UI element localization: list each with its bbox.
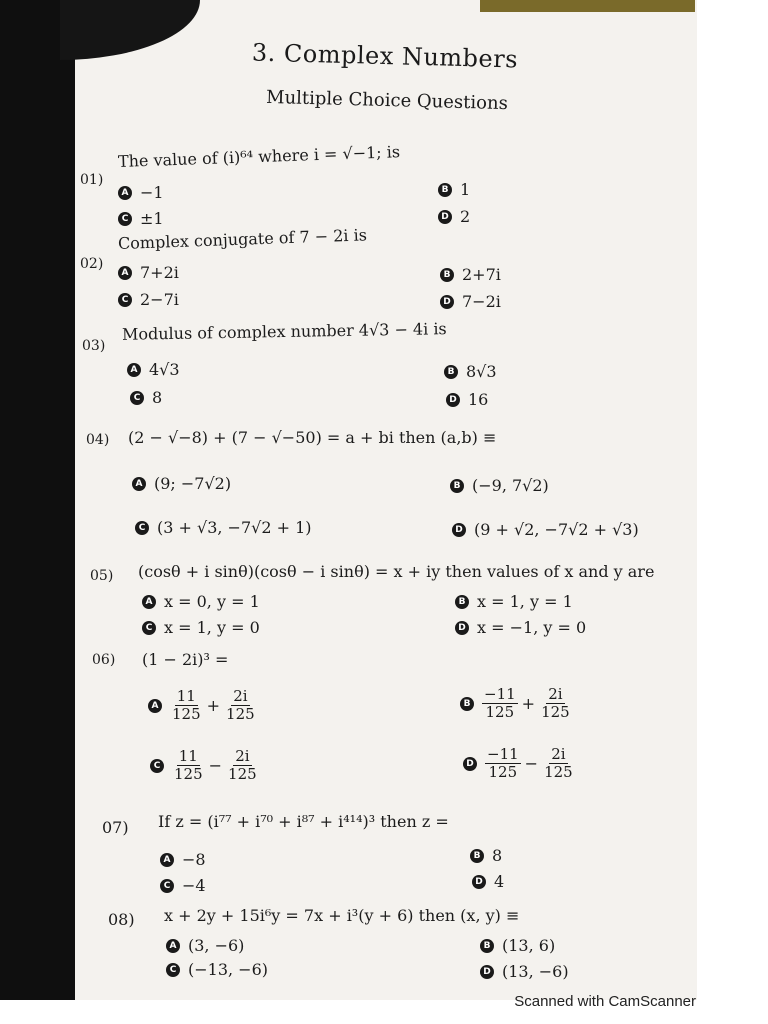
denominator: 125 (172, 705, 201, 724)
option-c-badge: C (160, 879, 174, 893)
option-a-badge: A (132, 477, 146, 491)
question-text: The value of (i)⁶⁴ where i = √−1; is (117, 142, 401, 171)
denominator: 125 (485, 703, 515, 722)
question-text: Complex conjugate of 7 − 2i is (117, 225, 368, 253)
option-a-badge: A (166, 939, 180, 953)
option-a-text: (3, −6) (188, 936, 245, 955)
option-d-badge: D (480, 965, 494, 979)
fraction (172, 748, 205, 784)
option-a[interactable] (166, 936, 244, 955)
question-number: 01) (80, 172, 104, 188)
option-b-badge: B (455, 595, 469, 609)
option-d-text: 2 (460, 207, 471, 226)
option-c-badge: C (118, 212, 132, 226)
option-b-badge: B (440, 268, 454, 282)
operator: + (206, 696, 221, 716)
option-a-badge: A (160, 853, 174, 867)
option-d[interactable] (480, 962, 569, 981)
numerator: −11 (487, 745, 519, 763)
question-text: If z = (i⁷⁷ + i⁷⁰ + i⁸⁷ + i⁴¹⁴)³ then z = (158, 812, 449, 831)
operator: − (524, 754, 539, 774)
denominator: 125 (541, 703, 570, 722)
option-c-badge: C (130, 391, 144, 405)
option-d-text: x = −1, y = 0 (477, 618, 587, 637)
option-b[interactable] (444, 362, 497, 381)
option-d-text: 7−2i (462, 292, 501, 311)
option-d[interactable] (446, 390, 488, 409)
option-c-badge: C (118, 293, 132, 307)
fraction (224, 688, 257, 724)
option-c[interactable] (160, 876, 206, 895)
chapter-title: 3. Complex Numbers (251, 38, 519, 74)
option-b-expression (482, 686, 572, 722)
option-d[interactable] (438, 207, 470, 226)
option-c[interactable] (135, 518, 312, 537)
question-number: 07) (102, 818, 129, 837)
option-c-text: 8 (152, 388, 163, 407)
denominator: 125 (174, 765, 203, 784)
question-number: 02) (80, 256, 104, 272)
option-d[interactable] (452, 520, 639, 539)
question-text: (2 − √−8) + (7 − √−50) = a + bi then (a,b) ≡ (128, 428, 497, 447)
option-a-text: 7+2i (140, 263, 179, 282)
option-c-text: (3 + √3, −7√2 + 1) (157, 518, 312, 537)
option-a[interactable] (127, 360, 180, 379)
option-c-expression (172, 748, 259, 784)
option-b-badge: B (438, 183, 452, 197)
question-number: 06) (92, 652, 116, 668)
question-number: 08) (108, 910, 135, 929)
option-a-badge: A (142, 595, 156, 609)
fraction (542, 746, 575, 782)
numerator: 11 (176, 687, 196, 705)
question-text: (1 − 2i)³ = (142, 650, 229, 669)
option-a-text: 4√3 (149, 360, 180, 379)
option-b-badge: B (480, 939, 494, 953)
option-c-badge: C (142, 621, 156, 635)
option-c-text: −4 (182, 876, 206, 895)
option-c-text: x = 1, y = 0 (164, 618, 260, 637)
numerator: 2i (233, 687, 248, 705)
option-a-expression (170, 688, 257, 724)
option-d[interactable] (455, 618, 586, 637)
option-d[interactable] (440, 292, 501, 311)
fraction (485, 746, 521, 782)
denominator: 125 (228, 765, 257, 784)
option-b-text: 2+7i (462, 265, 501, 284)
operator: − (208, 756, 223, 776)
numerator: 2i (235, 747, 250, 765)
numerator: 2i (551, 745, 566, 763)
option-a-badge: A (148, 699, 162, 713)
option-a-badge: A (127, 363, 141, 377)
question-number: 05) (90, 568, 114, 584)
numerator: −11 (484, 685, 516, 703)
option-a-badge: A (118, 266, 132, 280)
option-d-expression (485, 746, 575, 782)
question-number: 04) (86, 432, 110, 448)
option-c-badge: C (150, 759, 164, 773)
option-b-badge: B (450, 479, 464, 493)
option-c[interactable] (142, 618, 260, 637)
option-b-text: (−9, 7√2) (472, 476, 549, 495)
numerator: 11 (178, 747, 198, 765)
operator: + (521, 694, 536, 714)
option-b-text: 1 (460, 180, 471, 199)
option-b-text: x = 1, y = 1 (477, 592, 573, 611)
fraction (170, 688, 203, 724)
option-c[interactable] (118, 290, 179, 309)
scanner-watermark: Scanned with CamScanner (514, 993, 696, 1010)
option-c[interactable] (118, 209, 164, 228)
scan-edge-shadow (0, 0, 78, 1000)
option-a[interactable] (132, 474, 231, 493)
section-subtitle: Multiple Choice Questions (265, 86, 509, 115)
option-b[interactable] (480, 936, 555, 955)
option-c[interactable] (150, 748, 259, 784)
option-c[interactable] (130, 388, 162, 407)
option-a[interactable] (148, 688, 257, 724)
option-c-badge: C (166, 963, 180, 977)
option-b-text: 8 (492, 846, 503, 865)
option-a-text: (9; −7√2) (154, 474, 232, 493)
option-d-badge: D (438, 210, 452, 224)
option-d-text: 16 (468, 390, 489, 409)
option-d-text: 4 (494, 872, 505, 891)
option-b-badge: B (460, 697, 474, 711)
scan-right-margin (697, 0, 768, 1024)
option-d-text: (9 + √2, −7√2 + √3) (474, 520, 639, 539)
option-b[interactable] (438, 180, 470, 199)
question-number: 03) (82, 338, 106, 354)
option-b-text: 8√3 (466, 362, 497, 381)
denominator: 125 (544, 763, 573, 782)
option-b[interactable] (470, 846, 502, 865)
option-d-badge: D (440, 295, 454, 309)
option-b-text: (13, 6) (502, 936, 556, 955)
option-d-badge: D (463, 757, 477, 771)
question-text: (cosθ + i sinθ)(cosθ − i sinθ) = x + iy then values of x and y are (138, 562, 655, 581)
question-text: Modulus of complex number 4√3 − 4i is (121, 319, 447, 344)
option-b[interactable] (460, 686, 572, 722)
fraction (226, 748, 259, 784)
option-a[interactable] (118, 263, 179, 282)
option-d-text: (13, −6) (502, 962, 569, 981)
option-a-text: x = 0, y = 1 (164, 592, 260, 611)
option-d-badge: D (472, 875, 486, 889)
option-b[interactable] (450, 476, 549, 495)
option-a[interactable] (118, 183, 164, 202)
option-d-badge: D (455, 621, 469, 635)
option-a[interactable] (142, 592, 260, 611)
option-d-badge: D (452, 523, 466, 537)
option-d[interactable] (472, 872, 504, 891)
option-b-badge: B (444, 365, 458, 379)
option-c-text: 2−7i (140, 290, 179, 309)
option-a-text: −8 (182, 850, 206, 869)
option-b-badge: B (470, 849, 484, 863)
fraction (539, 686, 572, 722)
question-text: x + 2y + 15i⁶y = 7x + i³(y + 6) then (x, y) ≡ (164, 906, 520, 925)
option-a-text: −1 (140, 183, 164, 202)
option-c[interactable] (166, 960, 268, 979)
numerator: 2i (548, 685, 563, 703)
option-c-badge: C (135, 521, 149, 535)
option-b[interactable] (440, 265, 501, 284)
denominator: 125 (226, 705, 255, 724)
option-d-badge: D (446, 393, 460, 407)
option-a[interactable] (160, 850, 206, 869)
option-c-text: ±1 (140, 209, 164, 228)
fraction (482, 686, 518, 722)
option-b[interactable] (455, 592, 573, 611)
option-a-badge: A (118, 186, 132, 200)
option-d[interactable] (463, 746, 575, 782)
denominator: 125 (488, 763, 518, 782)
option-c-text: (−13, −6) (188, 960, 269, 979)
scan-top-strip (480, 0, 695, 12)
